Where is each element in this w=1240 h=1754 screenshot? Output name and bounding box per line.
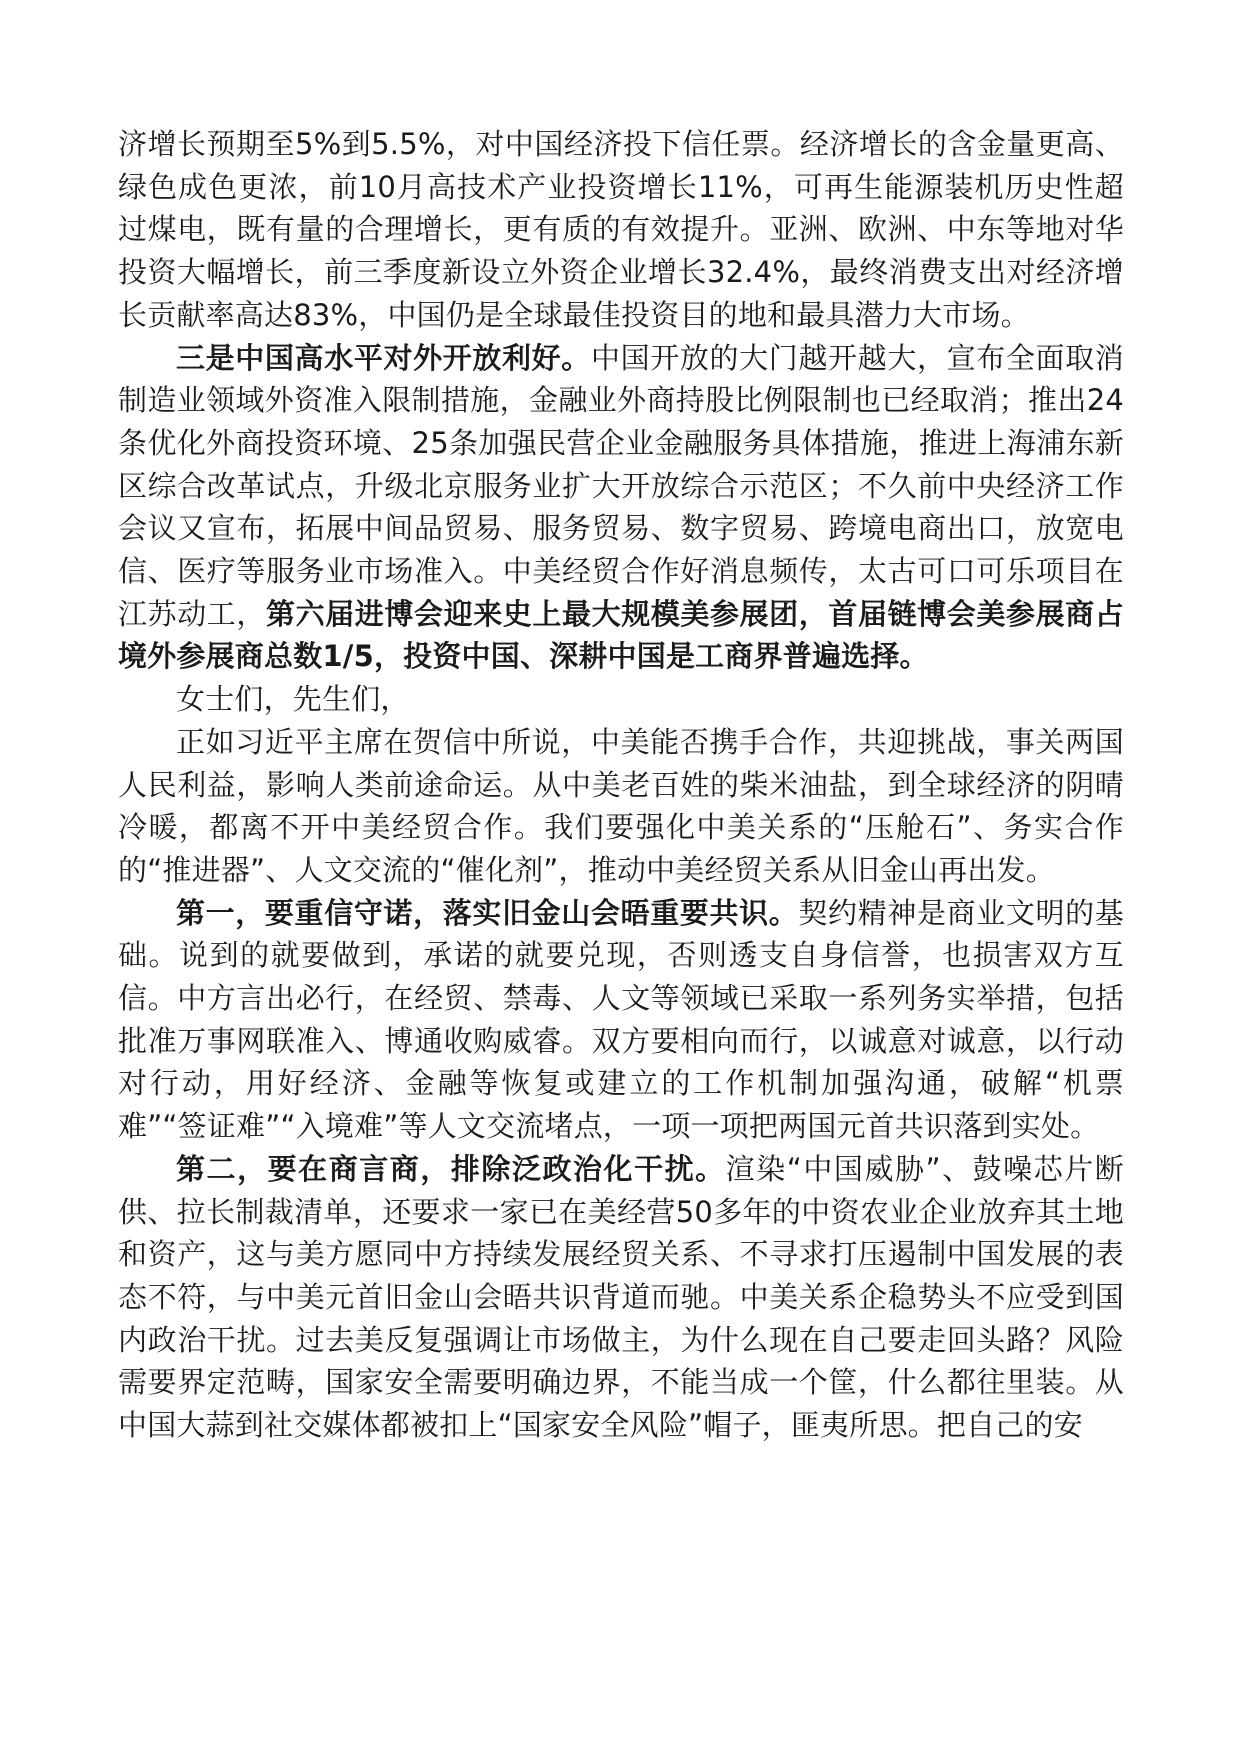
paragraph-emphasis: 第六届进博会迎来史上最大规模美参展团，首届链博会美参展商占境外参展商总数1/5，投资中国、深耕中国是工商界普遍选择。 xyxy=(118,596,1124,674)
paragraph-heading: 三是中国高水平对外开放利好。 xyxy=(176,340,591,375)
document-body xyxy=(118,123,1124,1447)
paragraph-salutation xyxy=(118,678,1124,721)
paragraph-text: 女士们，先生们， xyxy=(176,682,410,717)
paragraph-heading: 第一，要重信守诺，落实旧金山会晤重要共识。 xyxy=(176,895,799,930)
paragraph-heading: 第二，要在商言商，排除泛政治化干扰。 xyxy=(176,1151,726,1186)
paragraph-second-point xyxy=(118,1148,1124,1447)
paragraph-text: 渲染“中国威胁”、鼓噪芯片断供、拉长制裁清单，还要求一家已在美经营50多年的中资农业企业放弃其土地和资产，这与美方愿同中方持续发展经贸关系、不寻求打压遏制中国发展的表态不符，与中美元首旧金山会晤共识背道而驰。中美关系企稳势头不应受到国内政治干扰。过去美反复强调让市场做主，为什么现在自己要走回头路？风险需要界定范畴，国家安全需要明确边界，不能当成一个筐，什么都往里装。从中国大蒜到社交媒体都被扣上“国家安全风险”帽子，匪夷所思。把自己的安 xyxy=(118,1151,1124,1443)
paragraph-first-point xyxy=(118,892,1124,1148)
paragraph-text: 契约精神是商业文明的基础。说到的就要做到，承诺的就要兑现，否则透支自身信誉，也损害双方互信。中方言出必行，在经贸、禁毒、人文等领域已采取一系列务实举措，包括批准万事网联准入、博通收购威睿。双方要相向而行，以诚意对诚意，以行动对行动，用好经济、金融等恢复或建立的工作机制加强沟通，破解“机票难”“签证难”“入境难”等人文交流堵点，一项一项把两国元首共识落到实处。 xyxy=(118,895,1125,1144)
paragraph-text: 正如习近平主席在贺信中所说，中美能否携手合作，共迎挑战，事关两国人民利益，影响人类前途命运。从中美老百姓的柴米油盐，到全球经济的阴晴冷暖，都离不开中美经贸合作。我们要强化中美关系的“压舱石”、务实合作的“推进器”、人文交流的“催化剂”，推动中美经贸关系从旧金山再出发。 xyxy=(118,724,1124,887)
paragraph-text: 中国开放的大门越开越大，宣布全面取消制造业领域外资准入限制措施，金融业外商持股比例限制也已经取消；推出24条优化外商投资环境、25条加强民营企业金融服务具体措施，推进上海浦东新区综合改革试点，升级北京服务业扩大开放综合示范区；不久前中央经济工作会议又宣布，拓展中间品贸易、服务贸易、数字贸易、跨境电商出口，放宽电信、医疗等服务业市场准入。中美经贸合作好消息频传，太古可口可乐项目在江苏动工， xyxy=(118,340,1124,631)
paragraph-opening-up xyxy=(118,337,1124,679)
paragraph-economic-growth xyxy=(118,123,1124,337)
paragraph-text: 济增长预期至5%到5.5%，对中国经济投下信任票。经济增长的含金量更高、绿色成色更浓，前10月高技术产业投资增长11%，可再生能源装机历史性超过煤电，既有量的合理增长，更有质的有效提升。亚洲、欧洲、中东等地对华投资大幅增长，前三季度新设立外资企业增长32.4%，最终消费支出对经济增长贡献率高达83%，中国仍是全球最佳投资目的地和最具潜力大市场。 xyxy=(118,127,1124,332)
paragraph-congratulatory-letter xyxy=(118,721,1124,892)
